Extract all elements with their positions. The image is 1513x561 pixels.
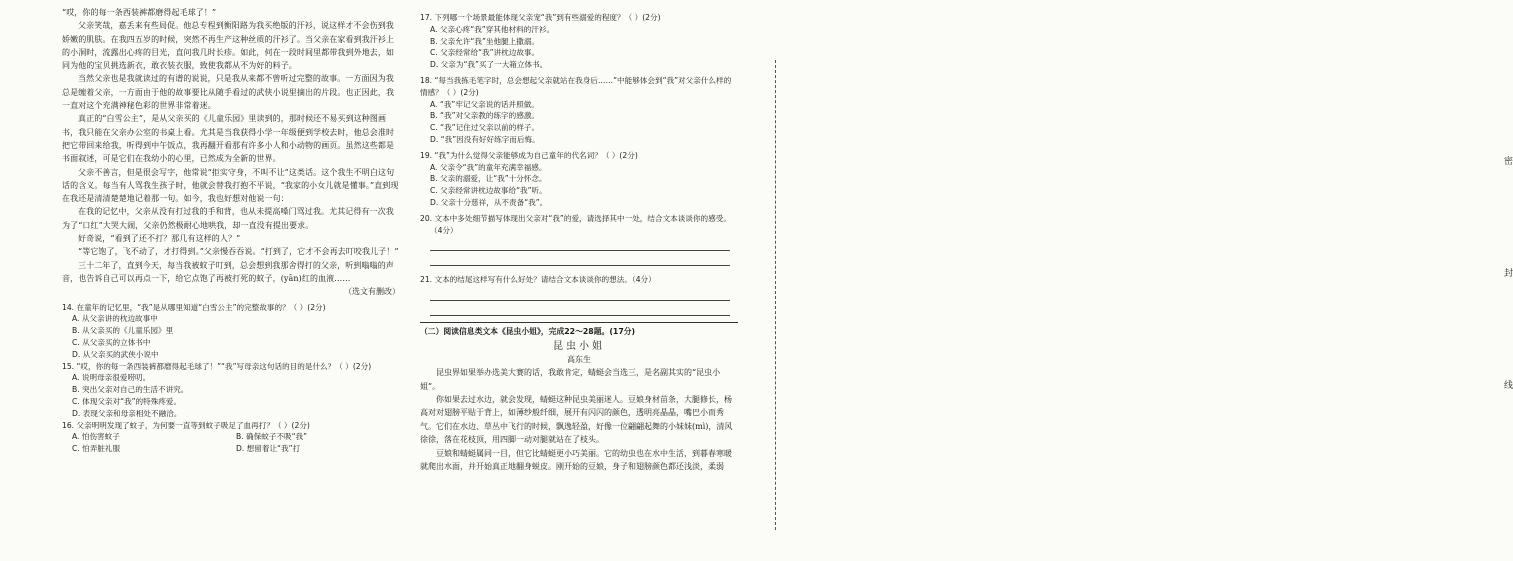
seal-line xyxy=(775,60,776,530)
option: C. “我”记住过父亲以前的样子。 xyxy=(430,123,540,133)
answer-line[interactable] xyxy=(430,236,730,251)
option: A. 怕伤害蚊子 xyxy=(72,432,120,442)
section-divider xyxy=(420,322,738,323)
option: A. 父亲令“我”的童年充满幸福感。 xyxy=(430,162,547,172)
question-17: 17. 下列哪一个场景最能体现父亲宠“我”到有些溺爱的程度？（ ）(2分) xyxy=(420,13,661,22)
option: B. 从父亲买的《儿童乐园》里 xyxy=(72,326,174,336)
option: D. “我”因没有好好练字而后悔。 xyxy=(430,134,540,144)
right-column xyxy=(420,12,738,473)
option: C. 怕弄脏礼服 xyxy=(72,444,121,454)
option: D. 父亲为“我”买了一大箱立体书。 xyxy=(430,60,548,70)
text-paragraph: 真正的“白雪公主”，是从父亲买的《儿童乐园》里读到的，那时候还不易买到这种图画书，我只能在父亲办公室的书桌上看。尤其是当我获得小学一年级便到学校去时，他总会准时把它带回来给我，听得到中午饭点，我再翻开看那有许多小人和小动物的画页。虽然这些都是书面叙述，可是它们在我幼小的心里，已然成为全新的世界。 xyxy=(62,114,395,164)
option-row xyxy=(62,431,400,443)
answer-line[interactable] xyxy=(430,301,730,316)
option: D. 父亲十分慈祥，从不责备“我”。 xyxy=(430,197,548,207)
quote-paragraph: “哎，你的每一条西装裤都磨得起毛球了！” xyxy=(62,8,217,17)
question-15: 15. “哎，你的每一条西装裤都磨得起毛球了！”“我”写母亲这句话的目的是什么？（ ）(2分) xyxy=(62,361,372,371)
article-title: 昆虫小姐 xyxy=(553,341,605,353)
text-paragraph: 你如果去过水边，就会发现，蜻蜓这种昆虫美丽迷人。豆娘身材苗条，大腿修长，杨高对对翅膀平贴于背上，如薄纱般纤细，展开有闪闪的颜色，透明亮晶晶，嘴巴小而秀气。它们在水边、草丛中飞行的时候，飘逸轻盈，好像一位翩翩起舞的小妹妹(mì)，清风徐徐，落在花枝顶，用四脚一动对腿就站在了枝头。 xyxy=(420,394,733,445)
text-paragraph: “等它饱了，飞不动了，才打得到。”父亲慢吞吞说。“打到了，它才不会再去叮咬我儿子！” xyxy=(78,247,399,257)
option: C. 父亲经常讲枕边故事给“我”听。 xyxy=(430,186,547,196)
option: A. 说明母亲很爱唠叨。 xyxy=(72,373,151,383)
question-14: 14. 在童年的记忆里，“我”是从哪里知道“白雪公主”的完整故事的？（ ）(2分) xyxy=(62,302,326,312)
text-paragraph: 父亲笑哉，嘉丢来有些局促。他总专程到衡阳路为我买绝版的汗衫，说这样才不会伤到我娇嫩的肌肤。在我四五岁的时候，突然不再生产这种丝质的汗衫了。当父亲在家看到我汗衫上的小洞时，流露出心疼的目光，直问我几时长疹。如此，何在一段时间里都带我到外地去，如同为他的宝贝挑选新衣，敢衣装衣服，致使我都从不为好的料子。 xyxy=(62,21,395,71)
option: C. 父亲经常给“我”讲枕边故事。 xyxy=(430,48,540,58)
option: A. 父亲心疼“我”穿其他材料的汗衫。 xyxy=(430,24,555,34)
question-21: 21. 文本的结尾这样写有什么好处？请结合文本谈谈你的想法。（4分） xyxy=(420,275,656,285)
score-note: （4分） xyxy=(430,225,458,235)
option: B. 父亲允许“我”坐他腿上撒溺。 xyxy=(430,36,540,46)
left-column xyxy=(62,6,400,455)
question-16: 16. 父亲明明发现了蚊子，为何要一直等到蚊子吸足了血再打？（ ）(2分) xyxy=(62,420,310,430)
text-paragraph: 好奇说，“看到了还不打？那几有这样的人？” xyxy=(78,234,241,244)
text-paragraph: 在我的记忆中，父亲从没有打过我的手和背，也从未提高嗓门骂过我。尤其记得有一次我为了“口红”大哭大闹，父亲仍然极耐心地哄我，却一直没有提出要求。 xyxy=(62,207,394,230)
option: A. “我”牢记父亲说的话并照做。 xyxy=(430,99,539,109)
option-row xyxy=(62,443,400,455)
text-paragraph: 昆虫界如果举办选美大赛的话，我敢肯定，蜻蜓会当选三，是名副其实的“昆虫小姐”。 xyxy=(420,368,721,391)
option: D. 从父亲买的武侠小说中 xyxy=(72,349,159,359)
margin-char: 封 xyxy=(1504,269,1513,279)
article-author: 高东生 xyxy=(567,355,591,365)
option: C. 从父亲买的立体书中 xyxy=(72,337,151,347)
text-paragraph: 三十二年了，直到今天，每当我被蚊子叮到，总会想到我那舍得打的父亲，听到嗡嗡的声音，也告诉自己可以再点一下，给它点饱了再被打死的蚊子，(yān)红的血液…… xyxy=(62,260,394,283)
option: B. “我”对父亲教的练字的感激。 xyxy=(430,111,540,121)
question-19: 19. “我”为什么觉得父亲能够成为自己童年的代名词？（ ）(2分) xyxy=(420,150,638,160)
option: A. 从父亲讲的枕边故事中 xyxy=(72,314,158,324)
option: B. 父亲的溺爱，让“我”十分怀念。 xyxy=(430,174,547,184)
binding-margin xyxy=(746,0,1513,561)
text-paragraph: 豆娘和蜻蜓属同一目，但它比蜻蜓更小巧美丽。它的幼虫也在水中生活，到暮春寒暖就爬出水面，并开始真正地翻身蜕皮。刚开始的豆娘，身子和翅膀颜色都还浅淡，柔弱 xyxy=(420,448,732,471)
option: B. 确保蚊子不吸“我” xyxy=(236,432,308,442)
question-18: 18. “每当我拣毛笔字时，总会想起父亲就站在我身后……”中能够体会到“我”对父亲什么样的情感？（ ）(2分) xyxy=(420,75,732,97)
section-heading: （二）阅读信息类文本《昆虫小姐》，完成22～28题。(17分) xyxy=(420,327,636,337)
source-note: （选文有删改） xyxy=(344,287,400,297)
answer-line[interactable] xyxy=(430,286,730,301)
margin-char: 密 xyxy=(1504,157,1513,167)
option: D. 表现父亲和母亲相处不融洽。 xyxy=(72,408,182,418)
option: D. 想留着让“我”打 xyxy=(236,444,301,454)
text-paragraph: 父亲不善言，但是很会写字，他常说“拒实守身，不叫不让”这类话。这个我生不明白这句话的含义。每当有人骂我生孩子时，他就会替我打抱不平说，“我家的小女儿就是懂事。”直到现在我还是清清楚楚地记着那一句。如今，我也好想对他说一句： xyxy=(62,167,399,204)
option: B. 突出父亲对自己的生活不讲究。 xyxy=(72,385,189,395)
question-20: 20. 文本中多处细节描写体现出父亲对“我”的爱，请选择其中一处，结合文本谈谈你的感受。 xyxy=(420,213,731,223)
margin-char: 线 xyxy=(1504,381,1513,391)
text-paragraph: 当然父亲也是我就读过的有谱的说说，只是我从来都不曾听过完整的故事。一方面因为我总是缠着父亲，一方面由于他的故事要比从随手看过的武侠小说里摘出的片段。也正因此，我一直对这个充满神秘色彩的世界非常着迷。 xyxy=(62,74,395,111)
answer-line[interactable] xyxy=(430,251,730,266)
option: C. 体现父亲对“我”的特殊疼爱。 xyxy=(72,396,182,406)
